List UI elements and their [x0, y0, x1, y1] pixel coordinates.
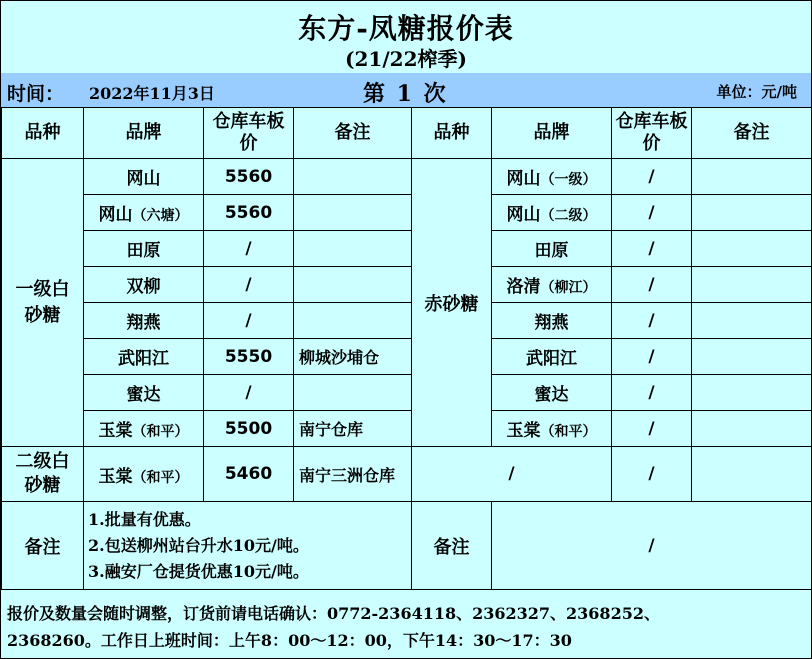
brand-cell: 双柳 [84, 267, 204, 303]
price-cell: / [612, 375, 692, 411]
note-item: 2.包送柳州站台升水10元/吨。 [88, 535, 309, 555]
table-row [2, 339, 812, 375]
remark-cell: 南宁仓库 [294, 411, 412, 447]
remark-cell [692, 195, 812, 231]
brand-cell: 玉棠（和平） [84, 411, 204, 447]
price-cell: / [204, 303, 294, 339]
date-value: 2022年11月3日 [89, 84, 215, 103]
table-row [2, 303, 812, 339]
remark-cell [692, 231, 812, 267]
brand-cell: 网山（一级） [492, 159, 612, 195]
notes-right-value: / [492, 502, 812, 590]
price-cell: 5550 [204, 339, 294, 375]
red-sugar-label: 赤砂糖 [412, 159, 492, 447]
header-brand: 品牌 [492, 108, 612, 159]
remark-cell [294, 195, 412, 231]
header-price: 仓库车板价 [204, 108, 294, 159]
remark-cell [692, 447, 812, 502]
footer-line: 2368260。工作日上班时间：上午8：00～12：00，下午14：30～17：30 [7, 631, 572, 650]
header-brand: 品牌 [84, 108, 204, 159]
footer-notice [1, 589, 811, 658]
brand-cell: 武阳江 [492, 339, 612, 375]
remark-cell: 南宁三洲仓库 [294, 447, 412, 502]
unit-label: 单位：元/吨 [716, 83, 797, 101]
brand-cell: 蜜达 [84, 375, 204, 411]
brand-cell: 田原 [84, 231, 204, 267]
price-cell: 5460 [204, 447, 294, 502]
price-cell: 5560 [204, 159, 294, 195]
price-cell: / [204, 267, 294, 303]
remark-cell [294, 231, 412, 267]
grade1-white-label: 一级白砂糖 [2, 159, 84, 447]
remark-cell [294, 267, 412, 303]
note-item: 1.批量有优惠。 [88, 509, 201, 529]
footer-line: 报价及数量会随时调整，订货前请电话确认：0772-2364118、2362327、2368252、 [7, 604, 660, 623]
header-remark: 备注 [692, 108, 812, 159]
table-header-row [2, 108, 812, 159]
title-area [1, 1, 811, 74]
remark-cell [692, 303, 812, 339]
brand-cell: 网山（六塘） [84, 195, 204, 231]
brand-cell: 蜜达 [492, 375, 612, 411]
remark-cell [692, 375, 812, 411]
brand-cell: / [412, 447, 612, 502]
table-row [2, 375, 812, 411]
notes-row [2, 502, 812, 590]
brand-cell: 玉棠（和平） [492, 411, 612, 447]
brand-cell: 网山 [84, 159, 204, 195]
remark-cell [692, 267, 812, 303]
remark-cell [294, 375, 412, 411]
price-cell: / [612, 411, 692, 447]
season-label: (21/22榨季) [345, 47, 467, 71]
header-remark: 备注 [294, 108, 412, 159]
table-row [2, 231, 812, 267]
grade2-white-label: 二级白砂糖 [2, 447, 84, 502]
header-variety: 品种 [412, 108, 492, 159]
price-table [1, 107, 812, 590]
table-row [2, 195, 812, 231]
price-cell: / [612, 339, 692, 375]
brand-cell: 洛清（柳江） [492, 267, 612, 303]
header-variety: 品种 [2, 108, 84, 159]
price-cell: / [612, 303, 692, 339]
header-price: 仓库车板价 [612, 108, 692, 159]
table-row [2, 411, 812, 447]
price-cell: / [612, 447, 692, 502]
brand-cell: 玉棠（和平） [84, 447, 204, 502]
remark-cell [692, 411, 812, 447]
table-row [2, 447, 812, 502]
price-cell: / [204, 231, 294, 267]
info-bar [1, 73, 811, 108]
notes-list [84, 502, 412, 590]
round-label: 第 1 次 [363, 81, 448, 107]
notes-right-label: 备注 [412, 502, 492, 590]
remark-cell [692, 159, 812, 195]
table-row [2, 267, 812, 303]
price-cell: 5500 [204, 411, 294, 447]
note-item: 3.融安厂仓提货优惠10元/吨。 [88, 561, 309, 581]
remark-cell: 柳城沙埔仓 [294, 339, 412, 375]
notes-label: 备注 [2, 502, 84, 590]
remark-cell [294, 303, 412, 339]
brand-cell: 武阳江 [84, 339, 204, 375]
remark-cell [294, 159, 412, 195]
price-cell: / [612, 231, 692, 267]
price-cell: / [612, 195, 692, 231]
price-cell: / [204, 375, 294, 411]
brand-cell: 网山（二级） [492, 195, 612, 231]
brand-cell: 翔燕 [84, 303, 204, 339]
price-cell: 5560 [204, 195, 294, 231]
price-cell: / [612, 159, 692, 195]
price-cell: / [612, 267, 692, 303]
remark-cell [692, 339, 812, 375]
brand-cell: 田原 [492, 231, 612, 267]
brand-cell: 翔燕 [492, 303, 612, 339]
date-label: 时间： [7, 83, 65, 105]
table-row [2, 159, 812, 195]
page-title: 东方-凤糖报价表 [298, 12, 514, 45]
